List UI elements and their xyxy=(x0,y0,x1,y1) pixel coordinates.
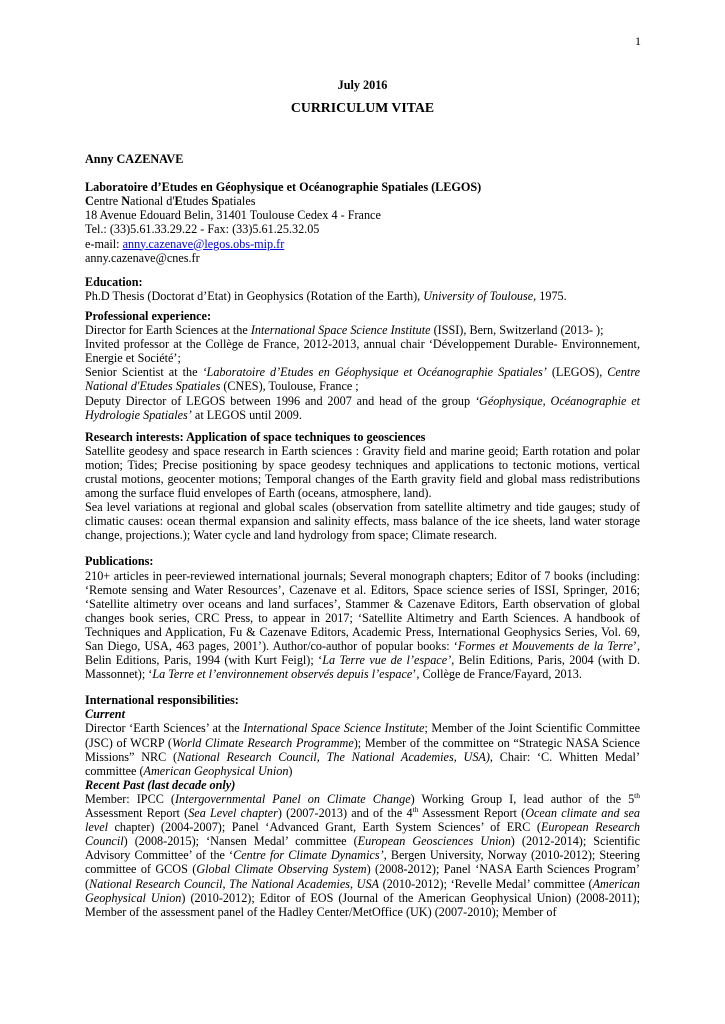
phone-fax-line: Tel.: (33)5.61.33.29.22 - Fax: (33)5.61.25.32.05 xyxy=(85,222,320,237)
email-line xyxy=(85,237,640,251)
current-paragraph: Director ‘Earth Sciences’ at the International Space Science Institute; Member of the Joint Scientific Committee (JSC) of WCRP (World Climate Research Programme); Member of the committee on “Strategic NASA Science Missions” NRC (National Research Council, The National Academies, USA), Chair: ‘C. Whitten Medal’ committee (American Geophysical Union) xyxy=(85,721,640,778)
lab-name: Laboratoire d’Etudes en Géophysique et Océanographie Spatiales (LEGOS) xyxy=(85,180,482,195)
professional-item: Invited professor at the Collège de France, 2012-2013, annual chair ‘Développement Durable- Environnement, Energie et Société’; xyxy=(85,337,640,366)
publications-paragraph: 210+ articles in peer-reviewed international journals; Several monograph chapters; Editor of 7 books (including: ‘Remote sensing and Water Resources’, Cazenave et al. Editors, Space science series of ISSI, Springer, 2016; ‘Satellite altimetry over oceans and land surfaces’, Stammer & Cazenave Editors, Earth observation of global changes book series, CRC Press, to appear in 2017; ‘Satellite Altimetry and Earth Sciences. A handbook of Techniques and Application, Fu & Cazenave Editors, Academic Press, International Geophysics Series, Vol. 69, San Diego, USA, 463 pages, 2001’). Author/co-author of popular books: ‘Formes et Mouvements de la Terre’, Belin Editions, Paris, 1994 (with Kurt Feigl); ‘La Terre vue de l’espace’, Belin Editions, Paris, 2004 (with D. Massonnet); ‘La Terre et l’environnement observés depuis l’espace’, Collège de France/Fayard, 2013. xyxy=(85,568,640,682)
page-number: 1 xyxy=(635,34,641,48)
professional-item: Deputy Director of LEGOS between 1996 and 2007 and head of the group ‘Géophysique, Océanographie et Hydrologie Spatiales’ at LEGOS until 2009. xyxy=(85,393,641,422)
page-title: CURRICULUM VITAE xyxy=(290,100,435,116)
email-secondary: anny.cazenave@cnes.fr xyxy=(85,250,200,265)
author-name: Anny CAZENAVE xyxy=(85,152,184,167)
research-paragraph-1: Satellite geodesy and space research in Earth sciences : Gravity field and marine geoid; Earth rotation and polar motion; Tides; Precise positioning by space geodesy techniques and applications to tectonic motions, vertical crustal motions, geocenter motions; Temporal changes of the Earth gravity field and global mass redistributions among the surface fluid envelopes of Earth (oceans, atmosphere, land). xyxy=(85,443,640,501)
address-line: 18 Avenue Edouard Belin, 31401 Toulouse Cedex 4 - France xyxy=(85,208,381,223)
current-subheading: Current xyxy=(85,707,125,722)
recent-past-paragraph: Member: IPCC (Intergovernmental Panel on Climate Change) Working Group I, lead author of the 5th Assessment Report (Sea Level chapter) (2007-2013) and of the 4th Assessment Report (Ocean climate and sea level chapter) (2004-2007); Panel ‘Advanced Grant, Earth System Sciences’ of ERC (European Research Council) (2008-2015); ‘Nansen Medal’ committee (European Geosciences Union) (2012-2014); Scientific Advisory Committee’ of the ‘Centre for Climate Dynamics’, Bergen University, Norway (2010-2012); Steering committee of GCOS (Global Climate Observing System) (2008-2012); Panel ‘NASA Earth Sciences Program’ (National Research Council, The National Academies, USA (2010-2012); ‘Revelle Medal’ committee (American Geophysical Union) (2010-2012); Editor of EOS (Journal of the American Geophysical Union) (2008-2011); Member of the assessment panel of the Hadley Center/MetOffice (UK) (2007-2010); Member of xyxy=(85,790,641,919)
publications-heading: Publications: xyxy=(85,554,154,569)
email-label: e-mail: xyxy=(85,236,123,251)
international-heading: International responsibilities: xyxy=(85,693,239,708)
education-heading: Education: xyxy=(85,274,143,289)
recent-past-subheading: Recent Past (last decade only) xyxy=(85,777,236,792)
research-paragraph-2: Sea level variations at regional and global scales (observation from satellite altimetry and tide gauges; study of climatic causes: ocean thermal expansion and salinity effects, mass balance of the ice sheets, land water storage change, projections.); Water cycle and land hydrology from space; Climate research. xyxy=(85,500,640,543)
professional-item: Senior Scientist at the ‘Laboratoire d’Etudes en Géophysique et Océanographie Spatiales’ (LEGOS), Centre National d'Etudes Spatiales (CNES), Toulouse, France ; xyxy=(85,365,641,394)
professional-item: Director for Earth Sciences at the International Space Science Institute (ISSI), Bern, Switzerland (2013- ); xyxy=(85,323,604,338)
document-body xyxy=(85,0,640,919)
org-name: Centre National d'Etudes Spatiales xyxy=(85,194,256,209)
professional-heading: Professional experience: xyxy=(85,308,212,323)
email-link[interactable]: anny.cazenave@legos.obs-mip.fr xyxy=(122,236,285,251)
doc-date: July 2016 xyxy=(337,78,388,92)
research-heading: Research interests: Application of space techniques to geosciences xyxy=(85,429,426,444)
education-text: Ph.D Thesis (Doctorat d’Etat) in Geophysics (Rotation of the Earth), University of Toulouse, 1975. xyxy=(85,288,567,303)
